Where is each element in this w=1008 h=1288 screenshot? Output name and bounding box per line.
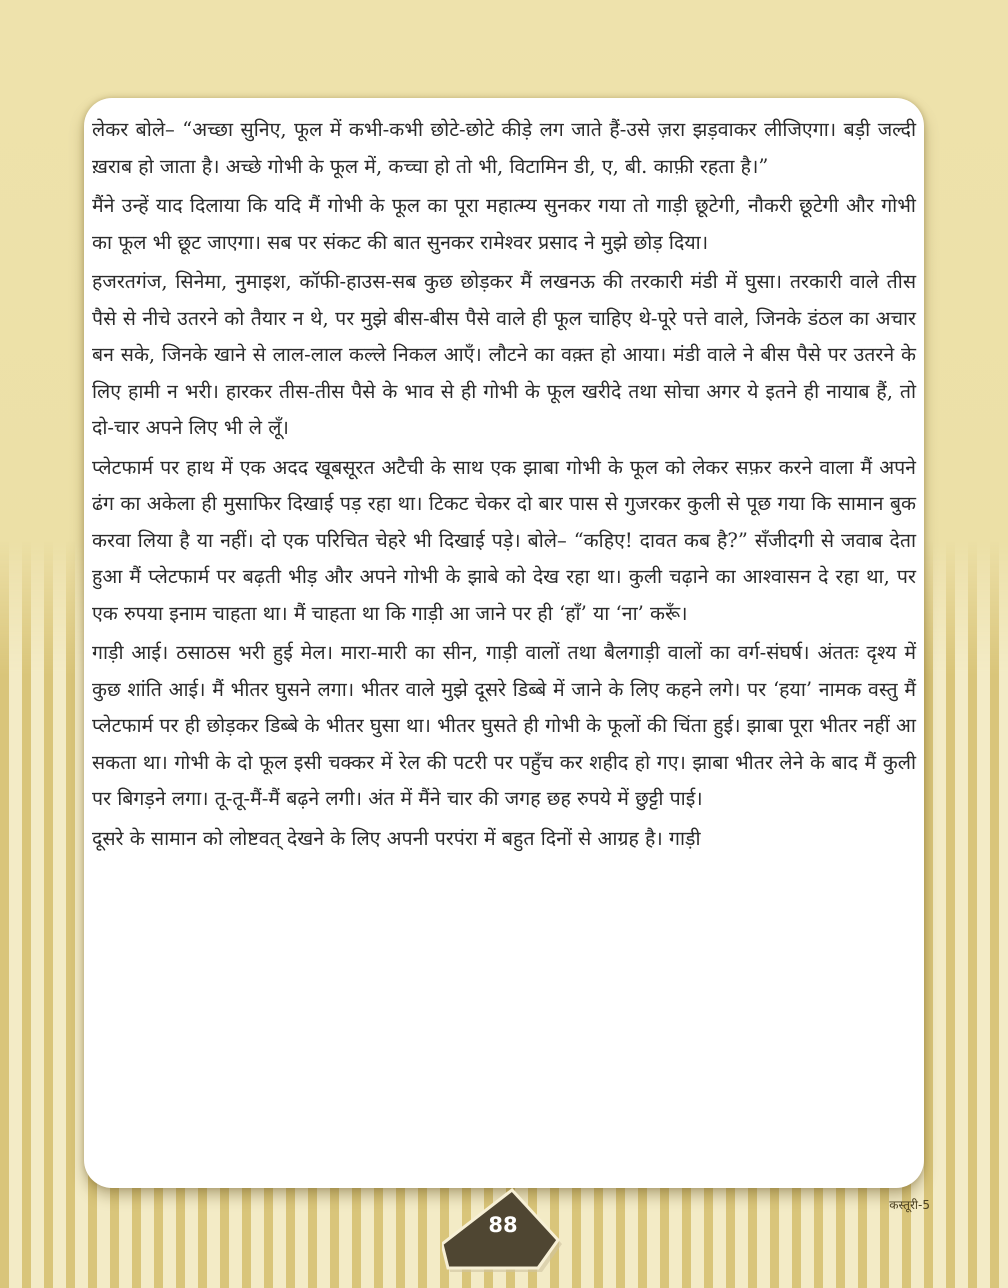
paragraph-4: प्लेटफार्म पर हाथ में एक अदद खूबसूरत अटैची के साथ एक झाबा गोभी के फूल को लेकर सफ़र करने वाला मैं अपने ढंग का अकेला ही मुसाफिर दिखाई पड़ रहा था। टिकट चेकर दो बार पास से गुजरकर कुली से पूछ गया कि सामान बुक करवा लिया है या नहीं। दो एक परिचित चेहरे भी दिखाई पड़े। बोले– “कहिए! दावत कब है?” सँजीदगी से जवाब देता हुआ मैं प्लेटफार्म पर बढ़ती भीड़ और अपने गोभी के झाबे को देख रहा था। कुली चढ़ाने का आश्वासन दे रहा था, पर एक रुपया इनाम चाहता था। मैं चाहता था कि गाड़ी आ जाने पर ही ‘हाँ’ या ‘ना’ करूँ। [92, 455, 916, 625]
paragraph-1: लेकर बोले– “अच्छा सुनिए, फूल में कभी-कभी छोटे-छोटे कीड़े लग जाते हैं-उसे ज़रा झड़वाकर लीजिएगा। बड़ी जल्दी ख़राब हो जाता है। अच्छे गोभी के फूल में, कच्चा हो तो भी, विटामिन डी, ए, बी. काफ़ी रहता है।” [92, 118, 916, 178]
paragraph-3: हजरतगंज, सिनेमा, नुमाइश, कॉफी-हाउस-सब कुछ छोड़कर मैं लखनऊ की तरकारी मंडी में घुसा। तरकारी वाले तीस पैसे से नीचे उतरने को तैयार न थे, पर मुझे बीस-बीस पैसे वाले ही फूल चाहिए थे-पूरे पत्ते वाले, जिनके डंठल का अचार बन सके, जिनके खाने से लाल-लाल कल्ले निकल आएँ। लौटने का वक़्त हो आया। मंडी वाले ने बीस पैसे पर उतरने के लिए हामी न भरी। हारकर तीस-तीस पैसे के भाव से ही गोभी के फूल खरीदे तथा सोचा अगर ये इतने ही नायाब हैं, तो दो-चार अपने लिए भी ले लूँ। [92, 270, 916, 439]
page-text [92, 112, 916, 860]
book-label: कस्तूरी-5 [889, 1198, 930, 1212]
page-number: 88 [488, 1213, 518, 1237]
paragraph-2: मैंने उन्हें याद दिलाया कि यदि मैं गोभी के फूल का पूरा महात्म्य सुनकर गया तो गाड़ी छूटेगी, नौकरी छूटेगी और गोभी का फूल भी छूट जाएगा। सब पर संकट की बात सुनकर रामेश्वर प्रसाद ने मुझे छोड़ दिया। [92, 194, 916, 254]
paragraph-6: दूसरे के सामान को लोष्टवत् देखने के लिए अपनी परपंरा में बहुत दिनों से आग्रह है। गाड़ी [92, 826, 701, 850]
paragraph-5: गाड़ी आई। ठसाठस भरी हुई मेल। मारा-मारी का सीन, गाड़ी वालों तथा बैलगाड़ी वालों का वर्ग-संघर्ष। अंततः दृश्य में कुछ शांति आई। मैं भीतर घुसने लगा। भीतर वाले मुझे दूसरे डिब्बे में जाने के लिए कहने लगे। पर ‘हया’ नामक वस्तु मैं प्लेटफार्म पर ही छोड़कर डिब्बे के भीतर घुसा था। भीतर घुसते ही गोभी के फूलों की चिंता हुई। झाबा पूरा भीतर नहीं आ सकता था। गोभी के दो फूल इसी चक्कर में रेल की पटरी पर पहुँच कर शहीद हो गए। झाबा भीतर लेने के बाद मैं कुली पर बिगड़ने लगा। तू-तू-मैं-मैं बढ़ने लगी। अंत में मैंने चार की जगह छह रुपये में छुट्टी पाई। [92, 641, 916, 810]
